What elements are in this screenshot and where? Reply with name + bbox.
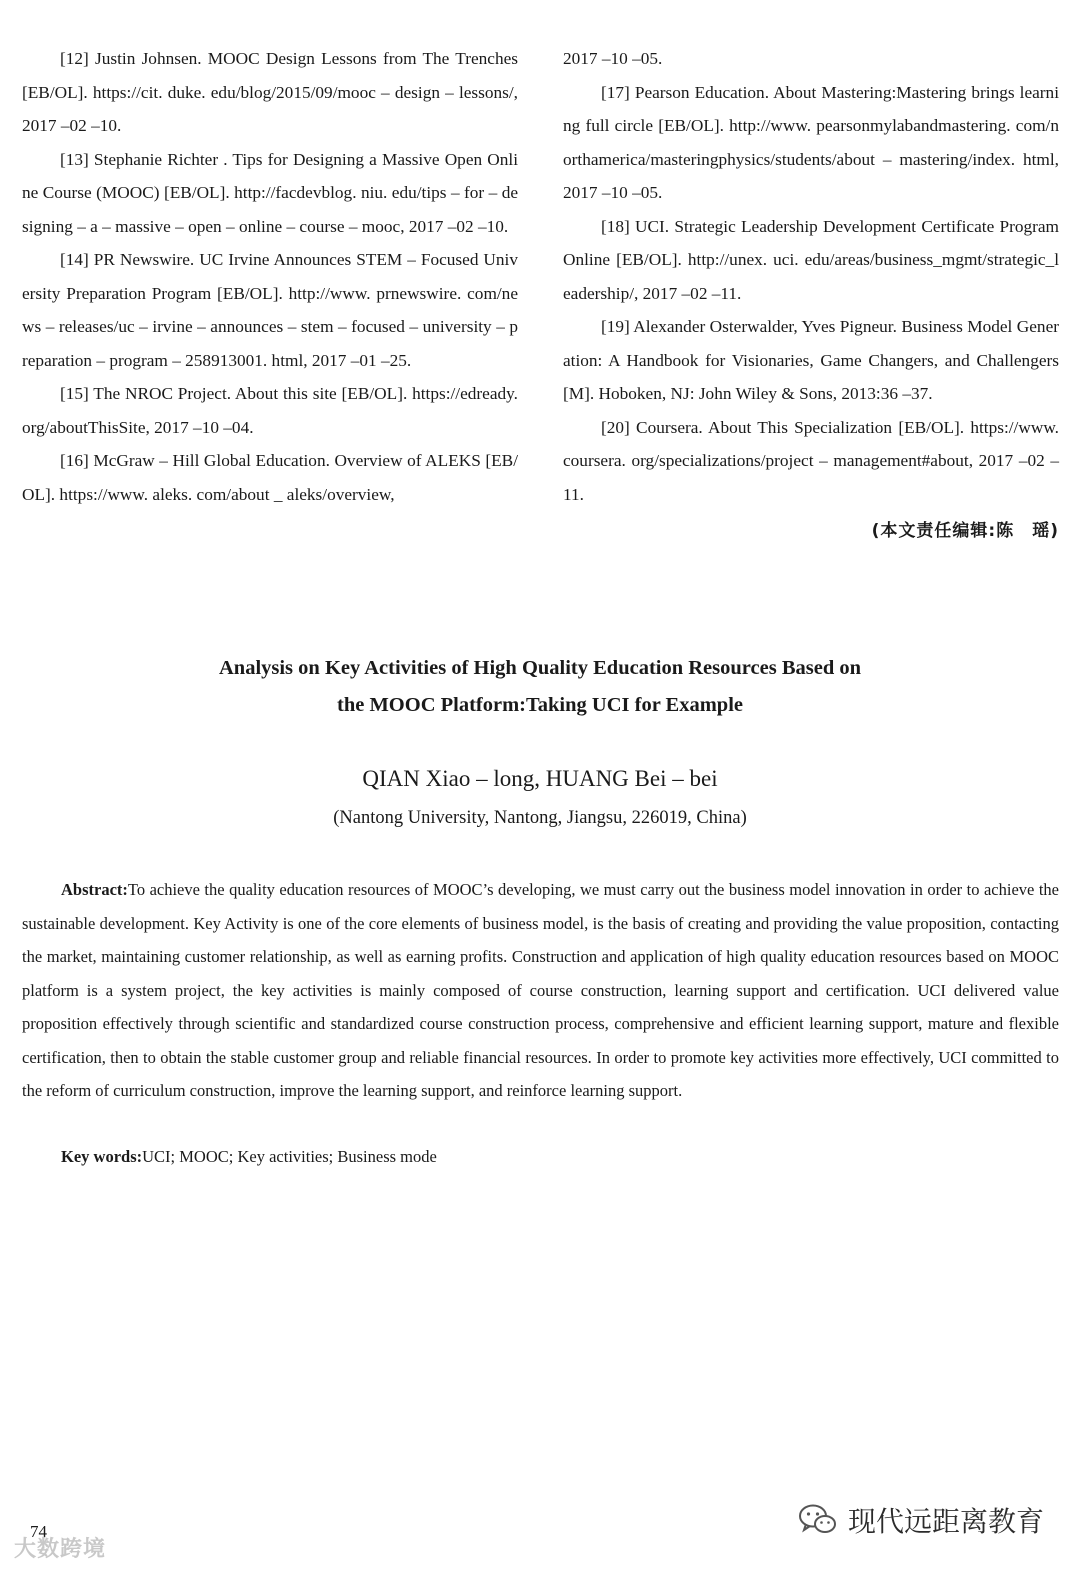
page-number: 74 [30,1522,47,1541]
reference-18: [18] UCI. Strategic Leadership Development Certificate Program Online [EB/OL]. http://unex. uci. edu/areas/business_mgmt/strategic_leadership/, 2017 –02 –11. [563,216,1059,303]
reference-16: [16] McGraw – Hill Global Education. Overview of ALEKS [EB/OL]. https://www. aleks. com/about _ aleks/overview, [22,451,518,504]
reference-12: [12] Justin Johnsen. MOOC Design Lessons from The Trenches [EB/OL]. https://cit. duke. edu/blog/2015/09/mooc – design – lessons/, 2017 –02 –10. [22,49,518,135]
keywords [22,1140,1059,1174]
abstract-label: Abstract: [61,880,128,899]
reference-20: [20] Coursera. About This Specialization [EB/OL]. https://www. coursera. org/specializations/project – management#about, 2017 –02 –11. [563,417,1059,504]
reference-19: [19] Alexander Osterwalder, Yves Pigneur. Business Model Generation: A Handbook for Visionaries, Game Changers, and Challengers [M]. Hoboken, NJ: John Wiley & Sons, 2013:36 –37. [563,317,1059,403]
watermark-right-text: 现代远距离教育 [847,1505,1044,1538]
english-title-line-2: the MOOC Platform:Taking UCI for Example [337,694,743,716]
reference-15: [15] The NROC Project. About this site [EB/OL]. https://edready. org/aboutThisSite, 2017 –10 –04. [22,384,518,437]
editor-note: (本文责任编辑:陈 瑶) [871,521,1059,541]
reference-14: [14] PR Newswire. UC Irvine Announces STEM – Focused University Preparation Program [EB/OL]. http://www. prnewswire. com/news – releases/uc – irvine – announces – stem – focused – university – preparation – program – 258913001. html, 2017 –01 –25. [22,250,518,370]
references-left-column [22,42,518,511]
abstract-text: To achieve the quality education resources of MOOC’s developing, we must carry out the business model innovation in order to achieve the sustainable development. Key Activity is one of the core elements of business model, is the basis of creating and providing the value proposition, contacting the market, maintaining customer relationship, as well as earning profits. Construction and application of high quality education resources based on MOOC platform is a system project, the key activities is mainly composed of course construction, learning support and certification. UCI delivered value proposition effectively through scientific and standardized course construction process, comprehensive and efficient learning support, mature and flexible certification, then to obtain the stable customer group and reliable financial resources. In order to promote key activities more effectively, UCI committed to the reform of curriculum construction, improve the learning support, and reinforce learning support. [22,880,1059,1100]
references-right-column [563,42,1059,549]
affiliation: (Nantong University, Nantong, Jiangsu, 226019, China) [333,808,747,828]
watermark-left: 大数跨境 [14,1537,107,1562]
authors: QIAN Xiao – long, HUANG Bei – bei [362,766,718,791]
reference-13: [13] Stephanie Richter . Tips for Designing a Massive Open Online Course (MOOC) [EB/OL]. http://facdevblog. niu. edu/tips – for – designing – a – massive – open – online – course – mooc, 2017 –02 –10. [22,149,518,236]
reference-16-continuation: 2017 –10 –05. [563,49,663,68]
reference-17: [17] Pearson Education. About Mastering:Mastering brings learning full circle [EB/OL]. http://www. pearsonmylabandmastering. com/northamerica/masteringphysics/students/about – mastering/index. html, 2017 –10 –05. [563,82,1059,202]
watermark-right [798,1500,1044,1540]
english-title-line-1: Analysis on Key Activities of High Quality Education Resources Based on [218,657,861,679]
abstract [22,873,1059,1108]
wechat-icon [798,1503,838,1537]
keywords-label: Key words: [61,1147,143,1166]
english-title [90,650,990,724]
keywords-text: UCI; MOOC; Key activities; Business mode [142,1147,437,1166]
